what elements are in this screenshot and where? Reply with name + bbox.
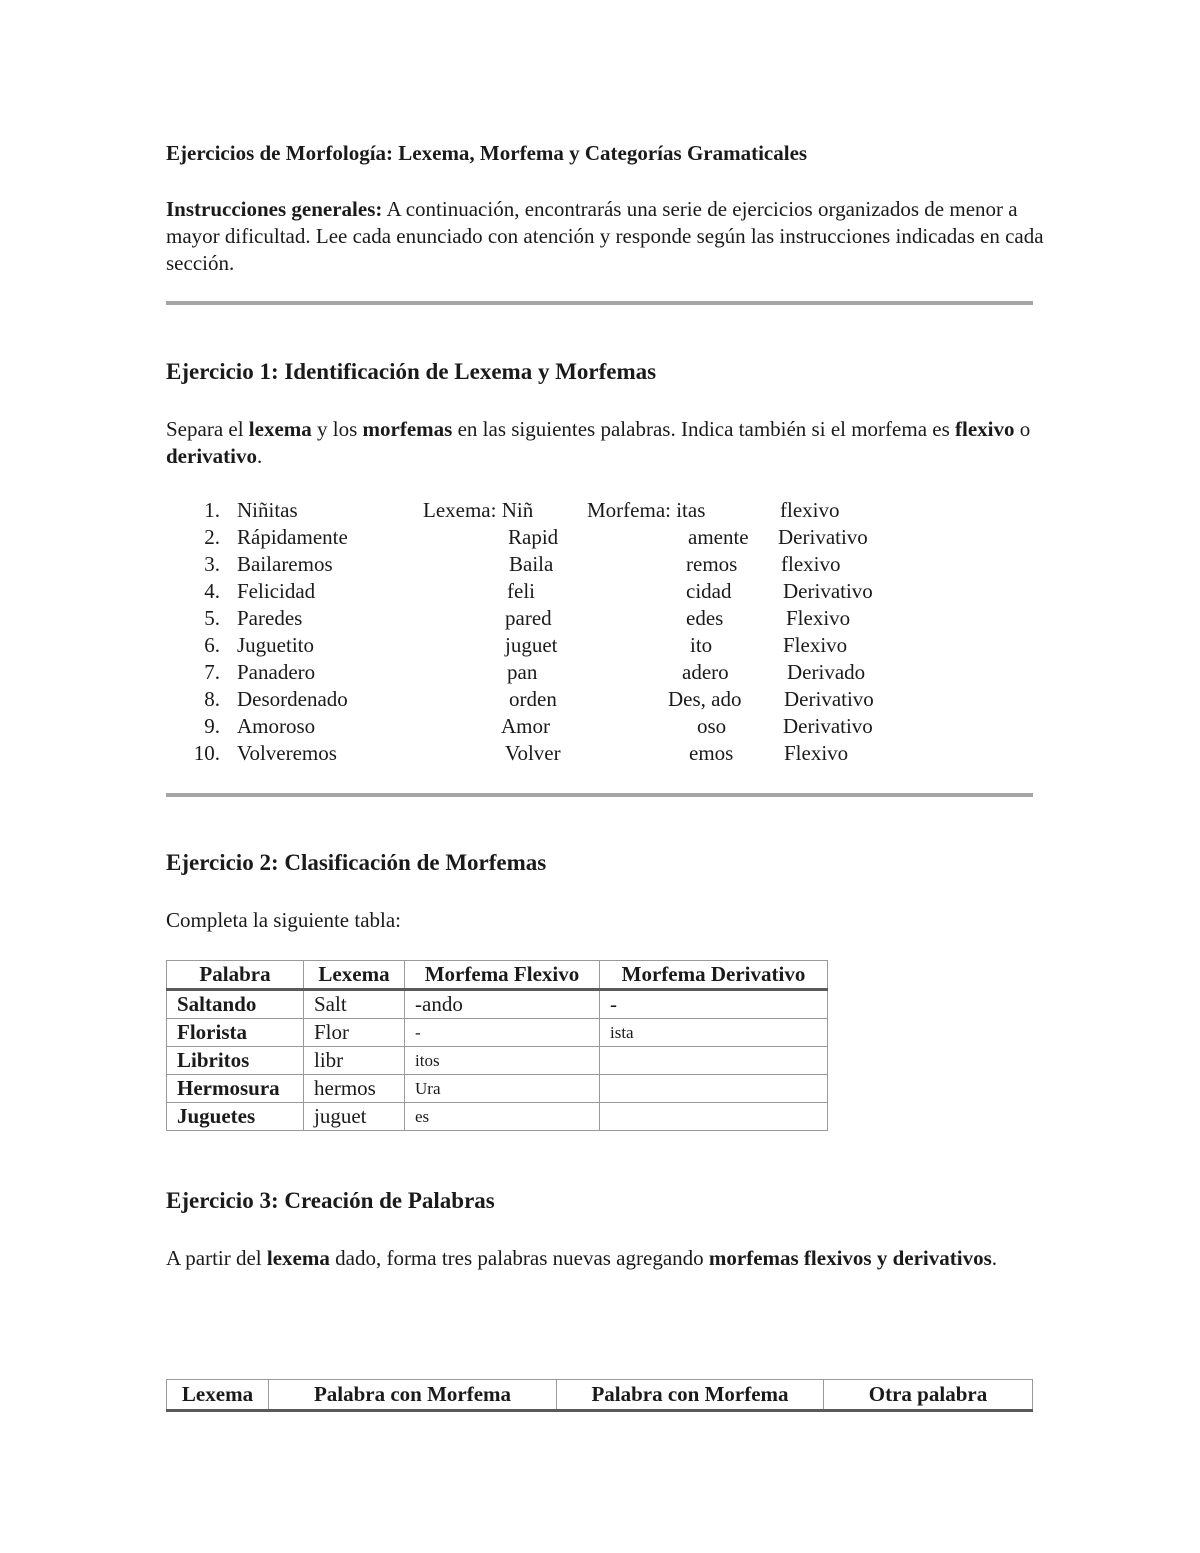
- item-number: 9.: [204, 714, 220, 738]
- item-morpheme: Morfema: itas: [587, 498, 706, 522]
- column-header: Morfema Flexivo: [405, 961, 600, 990]
- item-morpheme: edes: [686, 606, 724, 630]
- item-word: Desordenado: [237, 687, 348, 711]
- lexeme-cell[interactable]: Flor: [304, 1019, 405, 1047]
- prompt-text: y los: [311, 417, 363, 441]
- item-type: flexivo: [780, 498, 840, 522]
- prompt-bold-flexivo: flexivo: [955, 417, 1015, 441]
- item-lexeme: Baila: [509, 552, 554, 576]
- item-number: 6.: [204, 633, 220, 657]
- column-header: Palabra: [167, 961, 304, 990]
- prompt-bold-morfemas: morfemas: [362, 417, 453, 441]
- item-word: Panadero: [237, 660, 316, 684]
- item-word: Niñitas: [237, 498, 298, 522]
- column-header: Morfema Derivativo: [600, 961, 828, 990]
- item-type: Flexivo: [786, 606, 851, 630]
- item-type: Derivativo: [778, 525, 868, 549]
- word-creation-table: [166, 1379, 1033, 1412]
- word-cell: Florista: [167, 1019, 304, 1047]
- item-number: 3.: [204, 552, 220, 576]
- item-morpheme: remos: [686, 552, 738, 576]
- prompt-text: .: [256, 444, 263, 468]
- item-morpheme: cidad: [686, 579, 732, 603]
- item-morpheme: oso: [697, 714, 727, 738]
- prompt-text: dado, forma tres palabras nuevas agregando: [329, 1246, 709, 1270]
- flexivo-cell[interactable]: itos: [405, 1047, 600, 1075]
- item-morpheme: Des, ado: [668, 687, 742, 711]
- table-row: [167, 1075, 828, 1103]
- section-divider: [166, 301, 1033, 305]
- item-number: 8.: [204, 687, 220, 711]
- item-word: Juguetito: [237, 633, 314, 657]
- item-lexeme: pan: [507, 660, 538, 684]
- prompt-bold-morfemas: morfemas flexivos y derivativos: [708, 1246, 992, 1270]
- exercise1-heading: Ejercicio 1: Identificación de Lexema y Morfemas: [166, 359, 657, 384]
- table-row: [167, 1103, 828, 1131]
- item-morpheme: adero: [682, 660, 729, 684]
- item-word: Volveremos: [237, 741, 337, 765]
- item-word: Amoroso: [237, 714, 316, 738]
- item-lexeme: juguet: [505, 633, 558, 657]
- prompt-text: .: [991, 1246, 997, 1270]
- column-header: Otra palabra: [824, 1380, 1033, 1411]
- item-lexeme: Volver: [505, 741, 561, 765]
- exercise3-table-wrapper: [166, 1379, 1033, 1412]
- item-type: flexivo: [781, 552, 841, 576]
- derivativo-cell[interactable]: [600, 1047, 828, 1075]
- word-cell: Saltando: [167, 990, 304, 1019]
- lexeme-cell[interactable]: juguet: [304, 1103, 405, 1131]
- exercise2-heading: Ejercicio 2: Clasificación de Morfemas: [166, 850, 547, 875]
- exercise2-prompt: Completa la siguiente tabla:: [166, 908, 402, 932]
- instructions-text: A continuación, encontrarás una serie de ejercicios organizados de menor a mayor dificultad. Lee cada enunciado con atención y responde según las instrucciones indicadas en cada sección.: [166, 197, 1044, 275]
- prompt-bold-derivativo: derivativo: [166, 444, 257, 468]
- item-lexeme: orden: [509, 687, 557, 711]
- lexeme-cell[interactable]: hermos: [304, 1075, 405, 1103]
- item-type: Derivativo: [784, 687, 874, 711]
- prompt-bold-lexema: lexema: [248, 417, 312, 441]
- flexivo-cell[interactable]: -: [405, 1019, 600, 1047]
- item-number: 4.: [204, 579, 220, 603]
- prompt-text: A partir del: [166, 1246, 267, 1270]
- flexivo-cell[interactable]: -ando: [405, 990, 600, 1019]
- item-type: Flexivo: [783, 633, 848, 657]
- item-morpheme: amente: [688, 525, 749, 549]
- item-word: Felicidad: [237, 579, 316, 603]
- item-number: 2.: [204, 525, 220, 549]
- lexeme-cell[interactable]: Salt: [304, 990, 405, 1019]
- item-morpheme: ito: [690, 633, 713, 657]
- general-instructions: [166, 196, 1046, 277]
- column-header: Palabra con Morfema: [269, 1380, 557, 1411]
- document-title: Ejercicios de Morfología: Lexema, Morfema y Categorías Gramaticales: [166, 141, 808, 165]
- flexivo-cell[interactable]: Ura: [405, 1075, 600, 1103]
- word-cell: Hermosura: [167, 1075, 304, 1103]
- table-header-row: [167, 961, 828, 990]
- table-header-row: [167, 1380, 1033, 1411]
- item-lexeme: Amor: [501, 714, 550, 738]
- prompt-text: en las siguientes palabras. Indica también si el morfema es: [452, 417, 956, 441]
- exercise1-prompt: [166, 416, 1046, 470]
- item-word: Rápidamente: [237, 525, 348, 549]
- derivativo-cell[interactable]: -: [600, 990, 828, 1019]
- lexeme-cell[interactable]: libr: [304, 1047, 405, 1075]
- item-type: Derivativo: [783, 714, 873, 738]
- derivativo-cell[interactable]: [600, 1103, 828, 1131]
- item-word: Bailaremos: [237, 552, 333, 576]
- item-lexeme: Lexema: Niñ: [423, 498, 534, 522]
- table-row: [167, 1047, 828, 1075]
- exercise2-table-wrapper: [166, 960, 828, 1131]
- exercise3-prompt: [166, 1245, 1046, 1272]
- prompt-text: Separa el: [166, 417, 249, 441]
- prompt-text: o: [1014, 417, 1031, 441]
- item-number: 7.: [204, 660, 220, 684]
- item-morpheme: emos: [689, 741, 734, 765]
- item-word: Paredes: [237, 606, 303, 630]
- derivativo-cell[interactable]: ista: [600, 1019, 828, 1047]
- column-header: Lexema: [304, 961, 405, 990]
- table-row: [167, 1019, 828, 1047]
- prompt-bold-lexema: lexema: [266, 1246, 330, 1270]
- section-divider: [166, 793, 1033, 797]
- item-number: 1.: [204, 498, 220, 522]
- item-lexeme: pared: [505, 606, 552, 630]
- exercise3-heading: Ejercicio 3: Creación de Palabras: [166, 1188, 495, 1213]
- word-cell: Juguetes: [167, 1103, 304, 1131]
- word-cell: Libritos: [167, 1047, 304, 1075]
- item-type: Derivativo: [783, 579, 873, 603]
- morpheme-classification-table: [166, 960, 828, 1131]
- item-number: 5.: [204, 606, 220, 630]
- column-header: Palabra con Morfema: [557, 1380, 824, 1411]
- derivativo-cell[interactable]: [600, 1075, 828, 1103]
- item-lexeme: Rapid: [508, 525, 559, 549]
- flexivo-cell[interactable]: es: [405, 1103, 600, 1131]
- item-lexeme: feli: [507, 579, 535, 603]
- exercise1-word-list: [0, 497, 1200, 772]
- item-number: 10.: [193, 741, 220, 765]
- instructions-label: Instrucciones generales:: [166, 197, 383, 221]
- item-type: Derivado: [787, 660, 866, 684]
- item-type: Flexivo: [784, 741, 849, 765]
- table-row: [167, 990, 828, 1019]
- column-header: Lexema: [167, 1380, 269, 1411]
